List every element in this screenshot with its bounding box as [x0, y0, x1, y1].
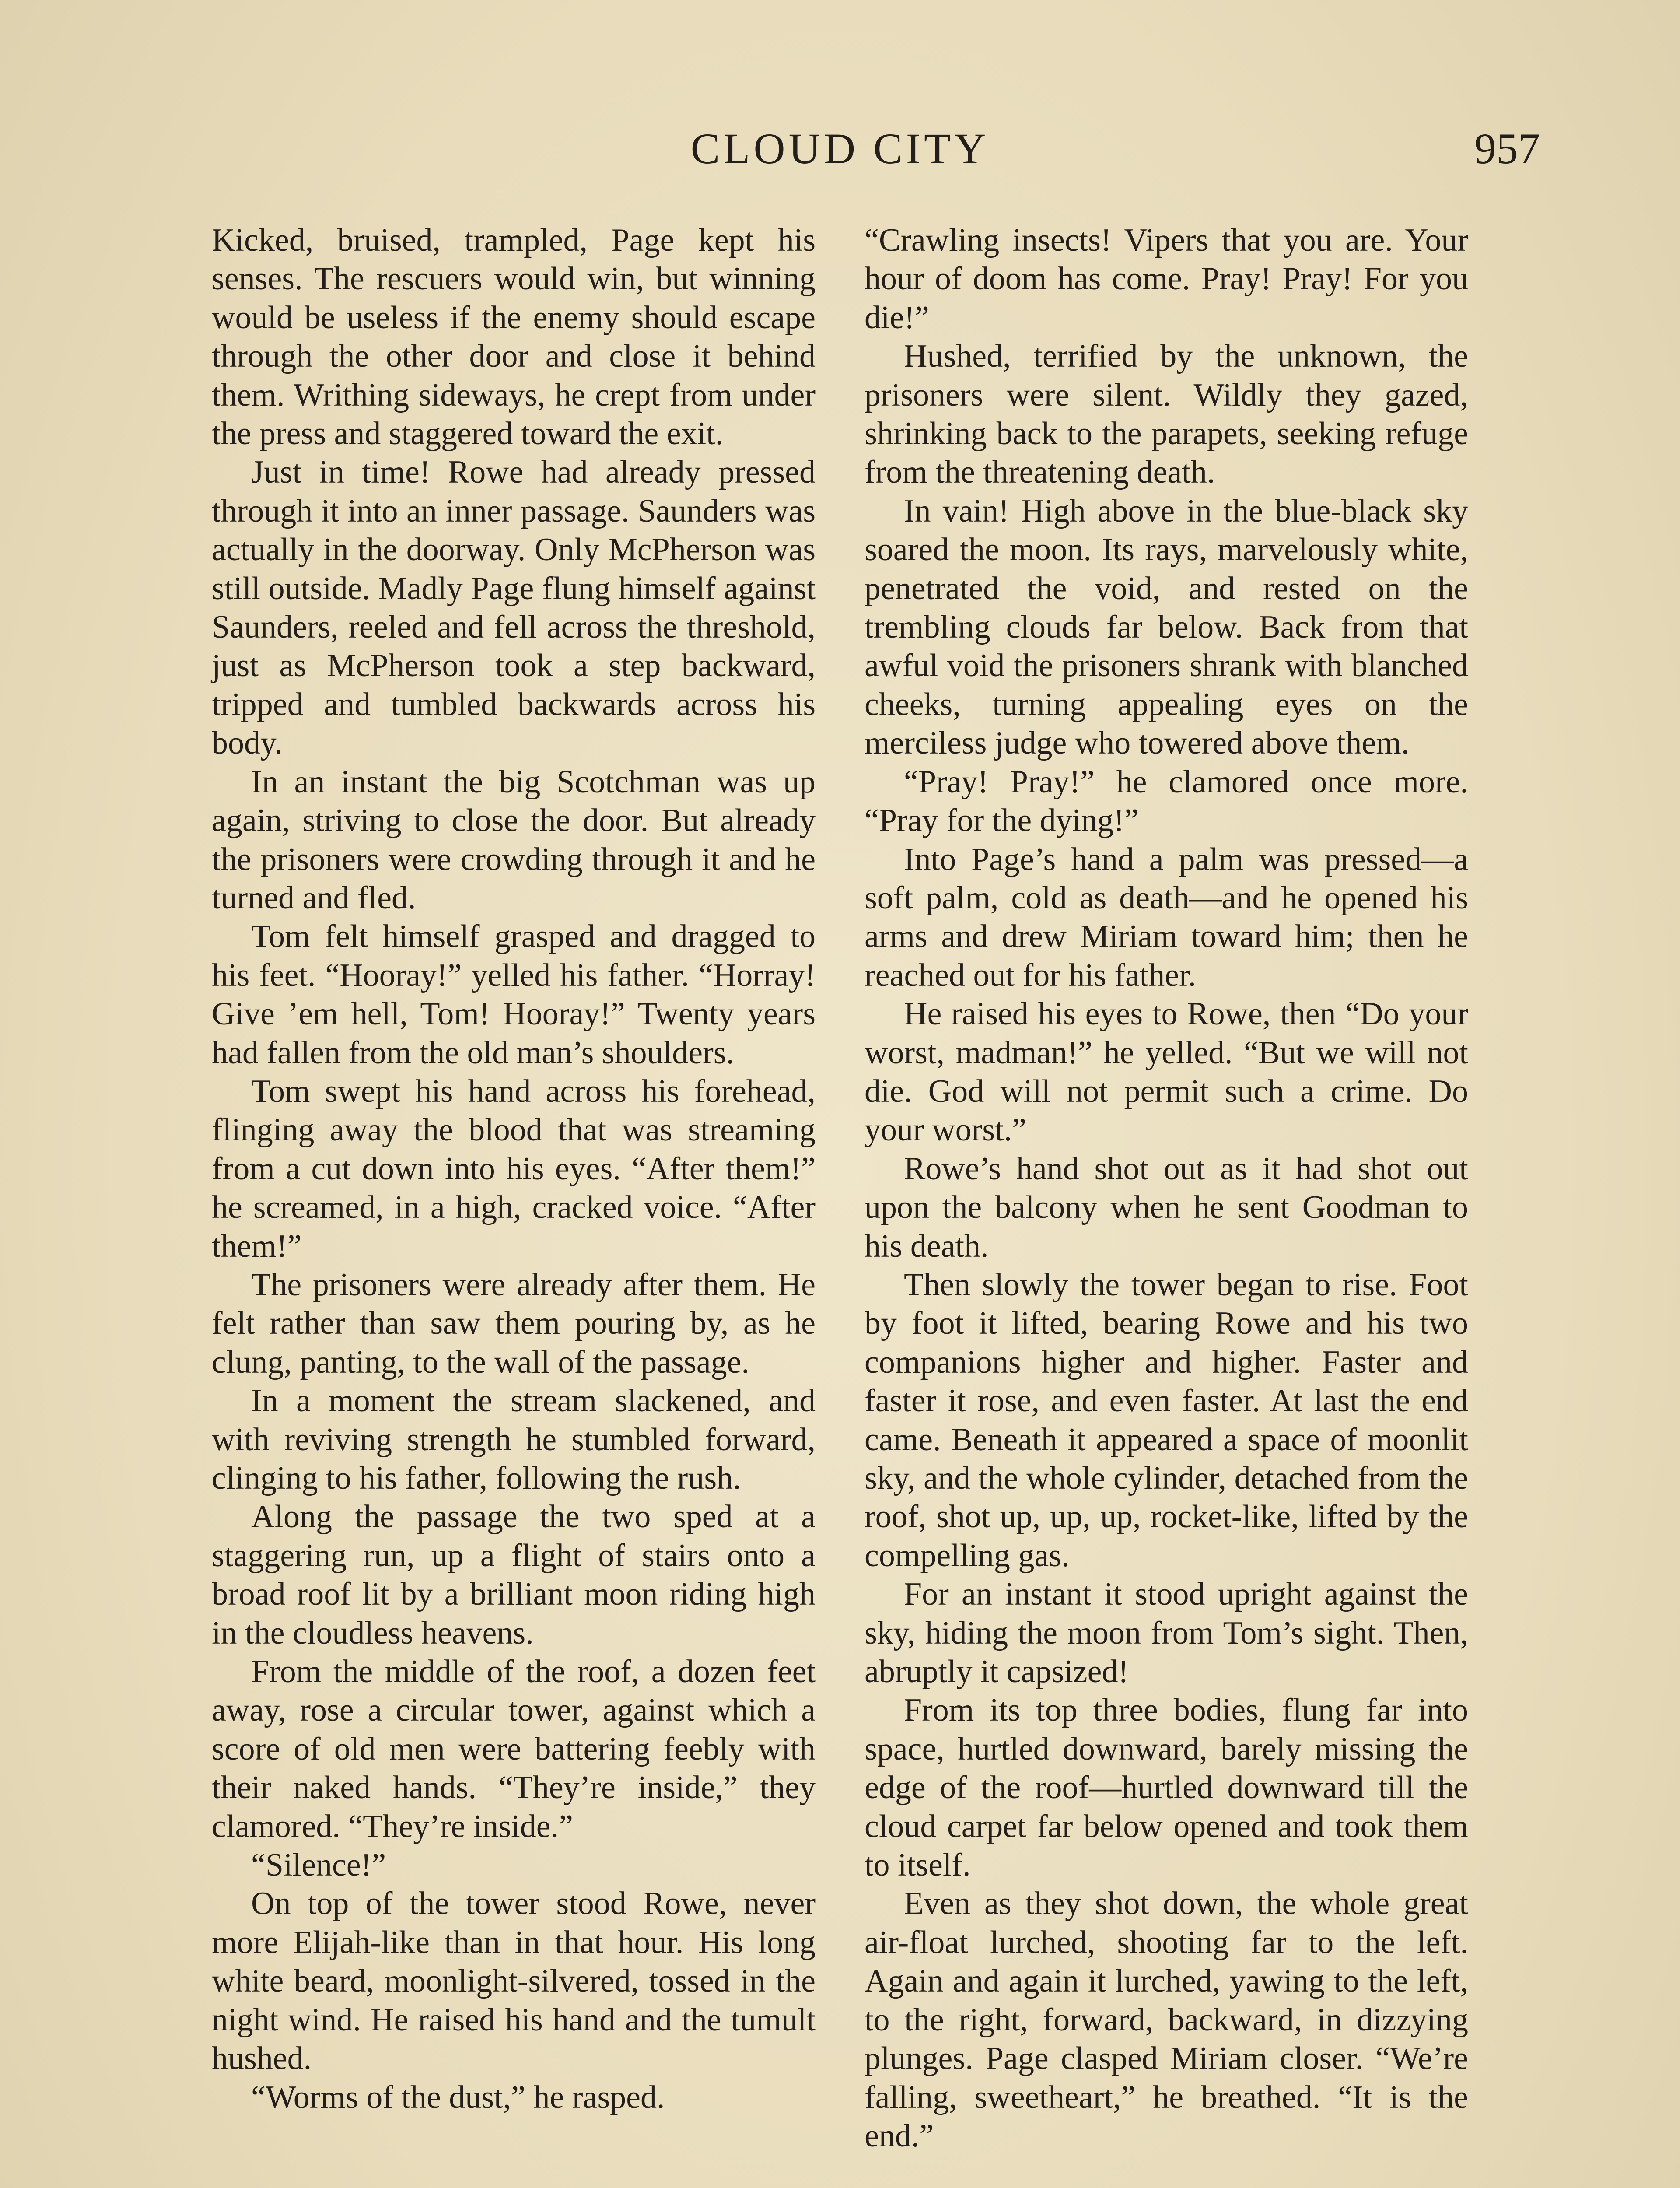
paragraph: “Silence!”: [251, 1847, 386, 1883]
paragraph: Tom swept his hand across his forehead, flinging away the blood that was streaming from a cut down into his eyes. “After them!” he screamed, in a high, cracked voice. “After them!”: [212, 1073, 816, 1264]
paragraph: For an instant it stood upright against the sky, hiding the moon from Tom’s sight. Then, abruptly it capsized!: [864, 1576, 1468, 1690]
paragraph: From its top three bodies, flung far into space, hurtled downward, barely missing the edge of the roof—hurtled downward till the cloud carpet far below opened and took them to itself.: [864, 1692, 1468, 1883]
paragraph: Rowe’s hand shot out as it had shot out upon the balcony when he sent Goodman to his death.: [864, 1150, 1468, 1264]
paragraph: Just in time! Rowe had already pressed through it into an inner passage. Saunders was actually in the doorway. Only McPherson was still outside. Madly Page flung himself against Saunders, reeled and fell across the threshold, just as McPherson took a step backward, tripped and tumbled backwards across his body.: [212, 454, 816, 761]
paragraph: From the middle of the roof, a dozen feet away, rose a circular tower, against which a score of old men were battering feebly with their naked hands. “They’re inside,” they clamored. “They’re inside.”: [212, 1654, 816, 1844]
paragraph: Kicked, bruised, trampled, Page kept his senses. The rescuers would win, but winning would be useless if the enemy should escape through the other door and close it behind them. Writhing sideways, he crept from under the press and staggered toward the exit.: [212, 222, 816, 452]
paragraph: Into Page’s hand a palm was pressed—a soft palm, cold as death—and he opened his arms and drew Miriam toward him; then he reached out for his father.: [864, 841, 1468, 993]
paragraph: Even as they shot down, the whole great air-float lurched, shooting far to the left. Again and again it lurched, yawing to the left, to the right, forward, backward, in dizzying plunges. Page clasped Miriam closer. “We’re falling, sweetheart,” he breathed. “It is the end.”: [864, 1886, 1468, 2154]
paragraph: The prisoners were already after them. He felt rather than saw them pouring by, as he clung, panting, to the wall of the passage.: [212, 1266, 816, 1380]
paragraph: In an instant the big Scotchman was up again, striving to close the door. But already the prisoners were crowding through it and he turned and fled.: [212, 764, 816, 916]
paragraph: He raised his eyes to Rowe, then “Do your worst, madman!” he yelled. “But we will not die. God will not permit such a crime. Do your worst.”: [864, 996, 1468, 1148]
paragraph: “Crawling insects! Vipers that you are. Your hour of doom has come. Pray! Pray! For you die!”: [864, 222, 1468, 336]
paragraph: “Pray! Pray!” he clamored once more. “Pray for the dying!”: [864, 764, 1468, 839]
paragraph: On top of the tower stood Rowe, never more Elijah-like than in that hour. His long white beard, moonlight-silvered, tossed in the night wind. He raised his hand and the tumult hushed.: [212, 1886, 816, 2077]
paragraph: Along the passage the two sped at a staggering run, up a flight of stairs onto a broad roof lit by a brilliant moon riding high in the cloudless heavens.: [212, 1499, 816, 1651]
paragraph: Then slowly the tower began to rise. Foot by foot it lifted, bearing Rowe and his two companions higher and higher. Faster and faster it rose, and even faster. At last the end came. Beneath it appeared a space of moonlit sky, and the whole cylinder, detached from the roof, shot up, up, up, rocket-like, lifted by the compelling gas.: [864, 1266, 1468, 1574]
right-column: [864, 221, 1468, 2155]
running-title: CLOUD CITY: [690, 124, 990, 173]
page-number: 957: [1474, 124, 1540, 173]
paragraph: In vain! High above in the blue-black sky soared the moon. Its rays, marvelously white, penetrated the void, and rested on the trembling clouds far below. Back from that awful void the prisoners shrank with blanched cheeks, turning appealing eyes on the merciless judge who towered above them.: [864, 493, 1468, 761]
paragraph: In a moment the stream slackened, and with reviving strength he stumbled forward, clinging to his father, following the rush.: [212, 1383, 816, 1496]
paragraph: “Worms of the dust,” he rasped.: [251, 2079, 665, 2115]
paragraph: Tom felt himself grasped and dragged to his feet. “Hooray!” yelled his father. “Horray! Give ’em hell, Tom! Hooray!” Twenty years had fallen from the old man’s shoulders.: [212, 919, 816, 1071]
left-column: [212, 221, 816, 2117]
paragraph: Hushed, terrified by the unknown, the prisoners were silent. Wildly they gazed, shrinking back to the parapets, seeking refuge from the threatening death.: [864, 338, 1468, 491]
